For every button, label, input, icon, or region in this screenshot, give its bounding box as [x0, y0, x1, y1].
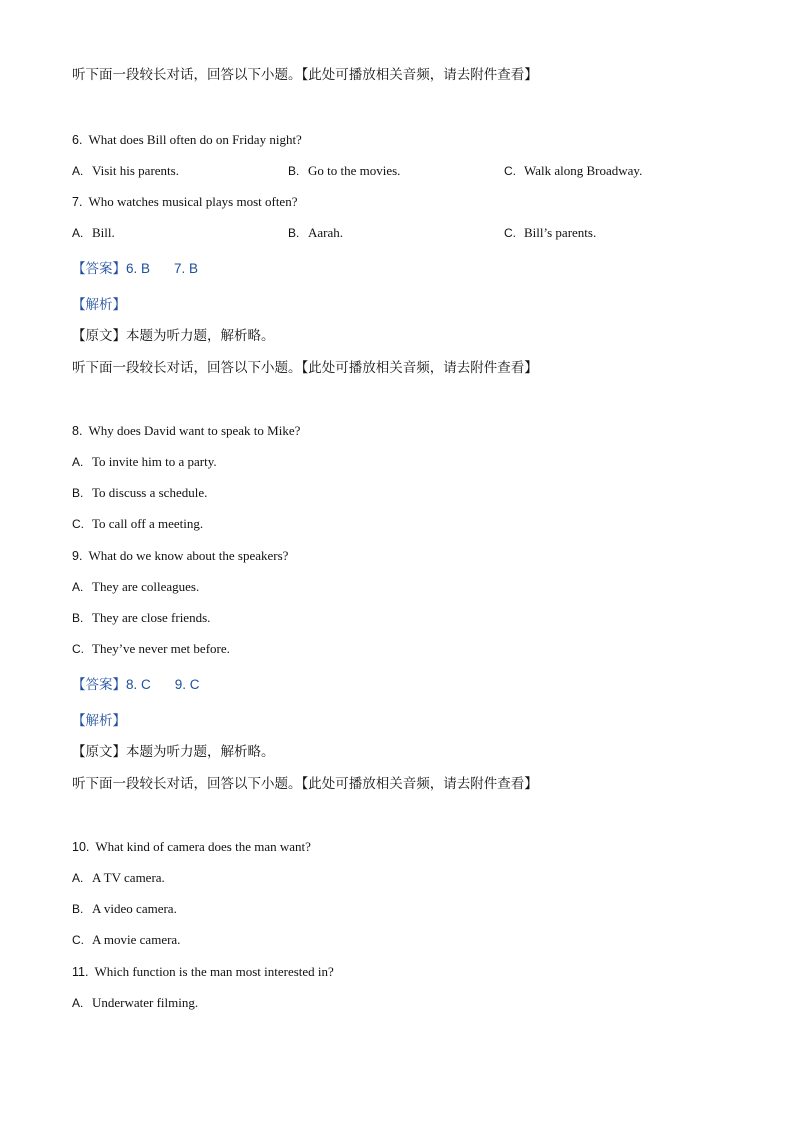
option-c: C. Bill’s parents. [504, 225, 597, 240]
question-9 [72, 547, 288, 565]
listening-instruction: 听下面一段较长对话，回答以下小题。【此处可播放相关音频，请去附件查看】 [72, 67, 538, 83]
question-number: 6. [72, 133, 83, 147]
option-a: A. To invite him to a party. [72, 454, 217, 469]
listening-instruction: 听下面一段较长对话，回答以下小题。【此处可播放相关音频，请去附件查看】 [72, 360, 538, 376]
question-8 [72, 422, 300, 440]
option-c: C. A movie camera. [72, 932, 181, 947]
answer-value: 6. B [126, 261, 151, 276]
option-b: B. To discuss a schedule. [72, 485, 208, 500]
option-a: A. Bill. [72, 225, 115, 240]
answer-value: 8. C [126, 677, 151, 692]
question-number: 11. [72, 965, 89, 979]
option-b: B. Go to the movies. [288, 163, 401, 178]
original-text-note: 【原文】本题为听力题，解析略。 [72, 744, 275, 760]
question-number: 8. [72, 424, 83, 438]
question-text: What kind of camera does the man want? [95, 839, 311, 854]
option-a: A. A TV camera. [72, 870, 165, 885]
option-a: A. Underwater filming. [72, 995, 199, 1010]
answer-line [72, 260, 198, 278]
question-text: What do we know about the speakers? [88, 548, 289, 563]
question-number: 10. [72, 840, 90, 854]
option-c: C. They’ve never met before. [72, 641, 230, 656]
answer-label: 【答案】 [72, 677, 126, 693]
answer-label: 【答案】 [72, 261, 126, 277]
question-6 [72, 131, 302, 149]
question-11 [72, 963, 334, 981]
question-text: What does Bill often do on Friday night? [88, 132, 302, 147]
option-a: A. They are colleagues. [72, 579, 200, 594]
analysis-label: 【解析】 [72, 297, 126, 313]
question-7 [72, 193, 297, 211]
question-text: Which function is the man most interested in? [94, 964, 334, 979]
option-b: B. A video camera. [72, 901, 177, 916]
answer-value: 7. B [174, 261, 199, 276]
question-number: 7. [72, 195, 83, 209]
answer-value: 9. C [174, 677, 200, 692]
analysis-label: 【解析】 [72, 713, 126, 729]
answer-line [72, 676, 200, 694]
question-text: Who watches musical plays most often? [88, 194, 298, 209]
question-7-options [72, 224, 732, 242]
question-text: Why does David want to speak to Mike? [88, 423, 301, 438]
option-a: A. Visit his parents. [72, 163, 179, 178]
option-b: B. Aarah. [288, 225, 344, 240]
question-6-options [72, 162, 732, 180]
option-b: B. They are close friends. [72, 610, 211, 625]
question-number: 9. [72, 549, 83, 563]
option-c: C. To call off a meeting. [72, 516, 204, 531]
listening-instruction: 听下面一段较长对话，回答以下小题。【此处可播放相关音频，请去附件查看】 [72, 776, 538, 792]
question-10 [72, 838, 311, 856]
option-c: C. Walk along Broadway. [504, 163, 643, 178]
original-text-note: 【原文】本题为听力题，解析略。 [72, 328, 275, 344]
